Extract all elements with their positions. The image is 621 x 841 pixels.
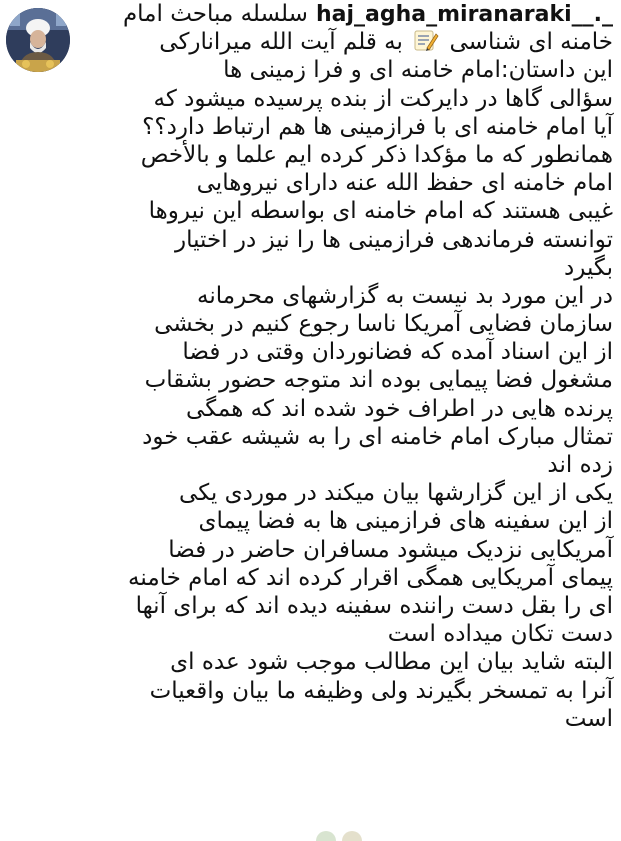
- profile-photo-icon: [6, 8, 70, 72]
- caption-line: سازمان فضایی آمریکا ناسا رجوع کنیم در بخشی: [154, 311, 613, 338]
- caption-line: سؤالی گاها در دایرکت از بنده پرسیده میشود که: [153, 85, 613, 112]
- caption-line: زده اند: [547, 452, 613, 478]
- caption-line: بگیرد: [564, 254, 613, 281]
- caption-line: امام خامنه ای حفظ الله عنه دارای نیروهایی: [196, 170, 613, 197]
- caption-line: در این مورد بد نیست به گزارشهای محرمانه: [197, 282, 613, 309]
- caption-line: از این سفینه های فرازمینی ها به فضا پیمای: [198, 508, 613, 535]
- caption-line: البته شاید بیان این مطالب موجب شود عده ای: [170, 649, 613, 676]
- caption-line: غیبی هستند که امام خامنه ای بواسطه این نیروها: [148, 198, 613, 225]
- memo-icon: [413, 28, 439, 59]
- caption-line: است: [564, 705, 613, 732]
- caption-line: به قلم آیت الله میرانارکی: [159, 29, 403, 56]
- avatar[interactable]: [6, 8, 70, 72]
- caption-line: سلسله مباحث امام: [122, 1, 308, 27]
- caption-line: از این اسناد آمده که فضانوردان وقتی در فضا: [182, 339, 613, 366]
- caption-line: تمثال مبارک امام خامنه ای را به شیشه عقب خود: [142, 423, 613, 450]
- caption-first-line: [80, 0, 613, 28]
- emoji-icon: [312, 826, 372, 840]
- caption-line: مشغول فضا پیمایی بوده اند متوجه حضور بشقاب: [144, 367, 613, 394]
- caption-line: ای را بقل دست راننده سفینه دیده اند که برای آنها: [135, 592, 613, 619]
- caption-text: [80, 0, 613, 733]
- caption-line: آمریکایی نزدیک میشود مسافران حاضر در فضا: [168, 536, 613, 563]
- caption-line: پرنده هایی در اطراف خود شده اند که همگی: [186, 395, 613, 422]
- caption-line: آیا امام خامنه ای با فرازمینی ها هم ارتباط دارد؟؟: [142, 113, 613, 140]
- caption-line: پیمای آمریکایی همگی اقرار کرده اند که امام خامنه: [128, 564, 613, 591]
- caption-line: این داستان:امام خامنه ای و فرا زمینی ها: [223, 57, 613, 84]
- caption-line: همانطور که ما مؤکدا ذکر کرده ایم علما و بالأخص: [140, 141, 613, 168]
- caption-line: آنرا به تمسخر بگیرند ولی وظیفه ما بیان واقعیات: [149, 677, 613, 704]
- username-link[interactable]: haj_agha_miranaraki__._: [315, 2, 613, 27]
- caption-line: یکی از این گزارشها بیان میکند در موردی یکی: [179, 480, 613, 507]
- caption-line: خامنه ای شناسی: [449, 29, 613, 56]
- caption-line-with-icon: [80, 28, 613, 56]
- caption-line: توانسته فرماندهی فرازمینی ها را نیز در اختیار: [175, 226, 613, 253]
- caption-line: دست تکان میداده است: [387, 621, 613, 648]
